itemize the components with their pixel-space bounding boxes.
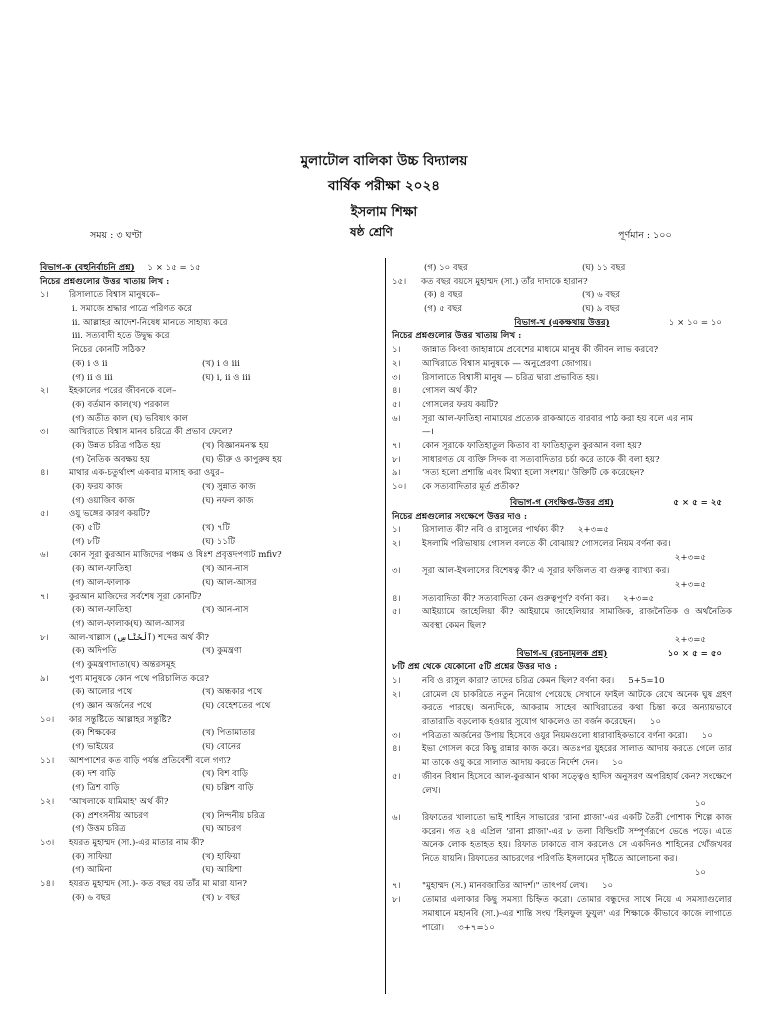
- option: (ক) সাফিয়া: [72, 851, 112, 862]
- option: (ক) i ও ii: [72, 358, 108, 369]
- option: (খ) ৮ বছর: [202, 892, 241, 903]
- question-item: [392, 730, 732, 744]
- question-item: [40, 673, 378, 687]
- question-text: ইসলামি পরিভাষায় গোসল বলতে কী বোঝায়? গোসলের নিয়ম বর্ণনা কর।: [422, 538, 671, 549]
- option: (ঘ) নফল কাজ: [202, 495, 254, 506]
- section-marks: ১ × ১০ = ১০: [668, 317, 722, 328]
- section-gha-heading: [392, 648, 732, 662]
- question-number: ১।: [392, 525, 401, 536]
- option: (খ) সুন্নাত কাজ: [202, 482, 256, 492]
- question-item: [40, 714, 378, 728]
- question-number: ১৫।: [392, 276, 407, 287]
- gha-question-list: [392, 675, 732, 935]
- question-number: ১।: [40, 290, 49, 301]
- question-marks: 5+5=10: [628, 675, 665, 686]
- section-marks: ১ × ১৫ = ১৫: [147, 263, 201, 273]
- question-number: ৬।: [392, 413, 401, 424]
- question-number: ১০।: [392, 482, 407, 493]
- question-item: [392, 467, 732, 481]
- question-marks: ২+৩=৫: [674, 580, 706, 591]
- question-text: রিসালাতে বিশ্বাস মানুষকে–: [69, 290, 160, 301]
- question-number: ৬।: [392, 812, 401, 823]
- options-row: [40, 604, 378, 618]
- option: (খ) আন-নাস: [202, 605, 249, 616]
- option: (গ) ১০ বছর: [424, 263, 468, 273]
- question-item: [40, 385, 378, 399]
- question-text: মাথার এক-চতুর্থাংশ একবার মাসাহ করা ওযুর–: [69, 468, 225, 479]
- question-item: [40, 878, 378, 892]
- question-text: 'আখলাকে যামিমাহ' অর্থ কী?: [69, 796, 169, 807]
- question-item: [40, 549, 378, 563]
- options-row: [40, 481, 378, 495]
- option: (খ) হাফিয়া: [202, 851, 241, 862]
- option: (খ) ৬ বছর: [582, 290, 621, 301]
- option: (গ) উত্তম চরিত্র: [72, 824, 126, 835]
- question-marks: ২+৩=৫: [674, 634, 706, 645]
- options-row: [40, 563, 378, 577]
- question-number: ১১।: [40, 755, 55, 766]
- question-marks: ১০: [601, 881, 614, 892]
- exam-time: সময় : ৩ ঘণ্টা: [90, 230, 143, 241]
- question-number: ৪।: [40, 468, 49, 479]
- question-marks: ২+৩=৫: [674, 552, 706, 563]
- question-number: ৮।: [392, 895, 401, 906]
- full-marks: পূর্ণমান : ১০০: [618, 230, 672, 241]
- options-row: [40, 659, 378, 673]
- option: (ক) ৬ বছর: [72, 892, 111, 903]
- option: (ক) শিক্ষকের: [72, 728, 117, 739]
- question-number: ২।: [392, 358, 401, 369]
- question-item: [392, 358, 732, 372]
- marks-row: [392, 798, 732, 812]
- question-text: সাধারণত যে ব্যক্তি সিদক বা সত্যবাদিতার চর্চা করে তাকে কী বলা হয়?: [422, 454, 660, 465]
- options-row: [40, 577, 378, 591]
- question-text: সত্যবাদিতা কী? সত্যবাদিতা কেন গুরুত্বপূর্ণ? বর্ণনা কর।: [422, 593, 610, 604]
- question-number: ৩।: [392, 566, 401, 577]
- section-marks: ৫ × ৫ = ২৫: [673, 497, 722, 508]
- question-number: ৪।: [392, 386, 401, 397]
- option: (ক) আলোর পথে: [72, 687, 133, 698]
- option: (গ) ii ও iii: [72, 372, 113, 383]
- option: (ঘ) ১১ বছর: [582, 263, 626, 273]
- options-row: [40, 522, 378, 536]
- question-number: ১০।: [40, 714, 55, 725]
- options-row: [40, 782, 378, 796]
- question-item: [392, 565, 732, 579]
- option: (খ) i ও iii: [202, 358, 240, 369]
- question-marks: ১০: [612, 758, 624, 769]
- question-text: হযরত মুহাম্মদ (সা.)-এর মাতার নাম কী?: [69, 837, 205, 848]
- question-item: [392, 812, 732, 867]
- question-text: —।: [422, 427, 434, 438]
- question-item: [392, 276, 732, 290]
- option: (গ) ত্রিশ বাড়ি: [72, 783, 120, 794]
- question-text: কে সত্যবাদিতার মূর্ত প্রতীক?: [422, 482, 520, 493]
- option: (গ) আমিনা: [72, 865, 112, 876]
- option: (খ) ৭টি: [202, 523, 230, 534]
- question-number: ৫।: [392, 607, 401, 618]
- question-number: ৭।: [392, 881, 401, 892]
- question-item: [392, 385, 732, 399]
- question-item: [392, 344, 732, 358]
- question-text: ওযু ভঙ্গের কারণ কয়টি?: [69, 509, 151, 520]
- question-text: গোসলের ফরয কয়টি?: [422, 399, 499, 410]
- question-number: ৬।: [40, 550, 49, 561]
- question-number: ৫।: [392, 771, 401, 782]
- question-text: কার সন্তুষ্টিতে আল্লাহর সন্তুষ্টি?: [69, 714, 172, 725]
- question-item: [40, 591, 378, 605]
- options-row: [40, 686, 378, 700]
- question-item: [392, 413, 732, 427]
- option: (ঘ) i, ii ও iii: [202, 372, 251, 383]
- options-row: [40, 454, 378, 468]
- options-row: [40, 495, 378, 509]
- question-number: ১২।: [40, 796, 55, 807]
- question-item: [40, 796, 378, 810]
- question-text: গোসল অর্থ কী?: [422, 386, 478, 397]
- question-item: [392, 454, 732, 468]
- question-item: [392, 689, 732, 730]
- question-text: আশপাশের কত বাড়ি পর্যন্ত প্রতিবেশী বলে গণ্য?: [69, 755, 231, 766]
- kha-question-list: [392, 344, 732, 495]
- column-divider: [385, 258, 386, 994]
- question-text: তোমার এলাকার কিছু সমস্যা চিহ্নিত করো। তোমার বন্ধুদের সাথে নিয়ে এ সমস্যাগুলোর সমাধানে মহানবি (সা.)-এর শান্তি সংঘ 'হিলফুল ফুযুল' এর শিক্ষাকে কীভাবে কাজে লাগাতে পারো।: [422, 895, 732, 933]
- option: (খ) নিন্দনীয় চরিত্র: [202, 810, 266, 821]
- options-row: [40, 399, 378, 413]
- question-text: কুরআন মাজিদের সর্বশেষ সূরা কোনটি?: [69, 591, 202, 602]
- option: (খ) আন-নাস: [202, 564, 249, 575]
- option: (ঘ) আচরণ: [202, 824, 242, 835]
- question-number: ৫।: [392, 399, 401, 410]
- options-row: [40, 700, 378, 714]
- question-number: ৭।: [40, 591, 49, 602]
- option: (ক) ৪ বছর: [424, 290, 463, 301]
- question-number: ৮।: [392, 454, 401, 465]
- section-kha-heading: [392, 317, 732, 331]
- section-instruction: নিচের প্রশ্নগুলোর উত্তর খাতায় লিখ :: [392, 331, 522, 342]
- question-number: ১।: [392, 345, 401, 356]
- option: (ক) উন্নত চরিত্র গঠিত হয়: [72, 440, 161, 451]
- option: (গ) ওয়াজিব কাজ: [72, 495, 135, 506]
- option: (গ) অতীত কাল (ঘ) ভবিষ্যৎ কাল: [72, 413, 189, 424]
- question-text: আল-খাল্লাস (ٱلْخَنَّاسِ) শব্দের অর্থ কী?: [69, 632, 210, 643]
- question-text: কত বছর বয়সে মুহাম্মদ (সা.) তাঁর দাদাকে হারান?: [421, 276, 588, 287]
- question-item: [392, 743, 732, 770]
- left-column: [40, 262, 378, 905]
- question-marks: ২+৩=৫: [623, 593, 655, 604]
- question-number: ১।: [392, 675, 401, 686]
- section-title: বিভাগ-খ (একক্ষথায় উত্তর): [514, 317, 610, 328]
- question-item: [40, 426, 378, 440]
- question-text: ইভা গোসল করে কিছু রান্নার কাজ করে। অতঃপর যুহরের সালাত আদায় করতে গেলে তার মা তাকে ওযু করে সালাত আদায় করতে নির্দেশ দেন।: [422, 744, 732, 769]
- question-text: জান্নাত কিংবা জাহান্নামে প্রবেশের মাধ্যমে মানুষ কী জীবন লাভ করবে?: [422, 345, 659, 356]
- question-item: [392, 771, 732, 798]
- question-text: রিসালাত কী? নবি ও রাসুলের পার্থক্য কী?: [422, 525, 564, 536]
- question-item: [392, 880, 732, 894]
- question-number: ১৩।: [40, 837, 55, 848]
- question-item: [392, 524, 732, 538]
- statement-ii: ii. আল্লাহর আদেশ-নিষেধ মানতে সাহায্য করে: [72, 317, 228, 328]
- section-instruction: ৮টি প্রশ্ন থেকে যেকোনো ৫টি প্রশ্নের উত্তর দাও :: [392, 662, 558, 673]
- section-title: বিভাগ-গ (সংক্ষিপ্ত-উত্তর প্রশ্ন): [510, 497, 614, 508]
- question-number: ৫।: [40, 509, 49, 520]
- options-row: [40, 618, 378, 632]
- section-ka-heading: [40, 262, 378, 276]
- question-number: ৯।: [40, 673, 49, 684]
- question-marks: ৩+৭=১০: [458, 922, 495, 933]
- question-text: সূরা আল-ফাতিহা নামাযের প্রত্যেক রাকআতে বারবার পাঠ করা হয় বলে এর নাম: [422, 413, 693, 424]
- question-number: ২।: [40, 386, 49, 397]
- question-text: রোমেল যে চাকরিতে নতুন নিয়োগ পেয়েছে সেখানে ফাইল আটকে রেখে অনেক ঘুষ গ্রহণ করতে পারছে। অন্যদিকে, আকরাম সাহেব আখিরাতের কথা চিন্তা করে অন্যায়ভাবে রাতারাতি বড়লোক হওয়ার সুযোগ থাকলেও তা বর্জন করেছেন।: [422, 689, 732, 727]
- option: (ঘ) আয়িশা: [202, 865, 242, 876]
- question-item: [392, 593, 732, 607]
- option: (ক) আল-ফাতিহা: [72, 564, 132, 575]
- question-text: 'সত্য হলো প্রশান্তি এবং মিথ্যা হলো সংশয়।' উক্তিটি কে করেছেন?: [422, 468, 645, 479]
- option: (ক) বর্তমান কাল(খ) পরকাল: [72, 399, 170, 410]
- question-item: [40, 508, 378, 522]
- question-text: আখিরাতে বিশ্বাস মানুষকে — অনুপ্রেরণা জোগায়।: [422, 358, 592, 369]
- right-column: [392, 262, 732, 935]
- option: (ঘ) ১১টি: [202, 536, 236, 547]
- question-text: আখিরাতে বিশ্বাস মানব চরিত্রে কী প্রভাব ফেলে?: [69, 427, 233, 438]
- option: (খ) কুমন্ত্রণা: [202, 646, 242, 657]
- question-item: [40, 837, 378, 851]
- question-item: [392, 606, 732, 633]
- option: (খ) বিজ্ঞানমনস্ক হয়: [202, 440, 269, 451]
- question-text: নবি ও রাসুল কারা? তাদের চরিত্র কেমন ছিল? বর্ণনা কর।: [422, 675, 615, 686]
- question-text: "মুহাম্মদ (স.) মানবজাতির আদর্শ।" তাৎপর্য লেখ।: [422, 881, 588, 892]
- statement-i: i. সমাজে শ্রদ্ধার পাত্রে পরিণত করে: [72, 304, 192, 315]
- option: (ঘ) ৯ বছর: [582, 304, 620, 315]
- question-number: ৩।: [392, 372, 401, 383]
- option: (গ) ভাইয়ের: [72, 742, 114, 753]
- class-name: ষষ্ঠ শ্রেণি: [350, 225, 393, 239]
- options-row: [40, 823, 378, 837]
- question-number: ১৪।: [40, 878, 55, 889]
- option: (খ) অন্ধকার পথে: [202, 687, 263, 698]
- question-marks: ২+৩=৫: [577, 525, 609, 536]
- ga-question-list: [392, 524, 732, 647]
- question-text: হযরত মুহাম্মদ (সা.)- কত বছর বয় তাঁর মা মারা যান?: [69, 878, 248, 889]
- options-row: [40, 440, 378, 454]
- question-item: [392, 538, 732, 552]
- options-row: [40, 864, 378, 878]
- option: (গ) ৫ বছর: [424, 304, 463, 315]
- option: (ক) দশ বাড়ি: [72, 769, 116, 780]
- question-item: [392, 481, 732, 495]
- option: (গ) জ্ঞান অর্জনের পথে: [72, 701, 152, 711]
- question-item: [40, 467, 378, 481]
- question-marks: ১০: [694, 867, 706, 878]
- option: (ক) অদিপতি: [72, 646, 117, 657]
- question-text: রিফাতের খালাতো ভাই শাহিন সাভারের 'রানা প্লাজা'-এর একটি তৈরী পোশাক শিল্পে কাজ করেন। গত ২৪ এপ্রিল 'রানা প্লাজা'-এর ৮ তলা বিল্ডিংটি সম্পূর্ণরূপে ভেঙে পড়ে। এতে অনেক লোক হতাহত হয়। রিফাত ঢাকাতে বাস করলেও সে একদিনও শাহিনের খোঁজখবর নিতে যায়নি। রিফাতের আচরণের পরিণতি ইসলামের দৃষ্টিতে আলোচনা কর।: [422, 812, 732, 865]
- question-text: আইয়্যামে জাহেলিয়া কী? আইয়ামে জাহেলিয়ার সামাজিক, রাজনৈতিক ও অর্থনৈতিক অবস্থা কেমন ছিল?: [422, 607, 732, 632]
- question-item: [40, 755, 378, 769]
- options-row: [40, 741, 378, 755]
- question-marks: ১০: [694, 799, 706, 810]
- options-row: [40, 810, 378, 824]
- options-row: [40, 536, 378, 550]
- question-item: [392, 440, 732, 454]
- school-name: মুলাটোল বালিকা উচ্চ বিদ্যালয়: [300, 153, 468, 169]
- question-text: জীবন বিধান হিসেবে আল-কুরআন থাকা সত্ত্বেও হাদিস অনুসরণ অপরিহার্য কেন? সংক্ষেপে লেখ।: [422, 771, 732, 796]
- option: (ঘ) চল্লিশ বাড়ি: [202, 783, 254, 794]
- options-row: [392, 262, 732, 276]
- section-ga-heading: [392, 497, 732, 511]
- marks-row: [392, 579, 732, 593]
- option: (গ) নৈতিক অবক্ষয় হয়: [72, 454, 150, 465]
- question-text: সূরা আল-ইখলাসের বিশেষত্ব কী? এ সূরার ফজিলত বা গুরুত্ব ব্যাখ্যা কর।: [422, 566, 670, 577]
- question-number: ২।: [392, 689, 401, 700]
- question-number: ৪।: [392, 744, 401, 755]
- marks-row: [392, 867, 732, 881]
- question-text: রিসালাতে বিশ্বাসী মানুষ — চরিত্র দ্বারা প্রভাবিত হয়।: [422, 372, 599, 383]
- question-number: ২।: [392, 538, 401, 549]
- option: (ক) প্রশংসনীয় আচরণ: [72, 810, 149, 821]
- question-number: ৩।: [40, 427, 49, 438]
- option: (গ) কুমন্ত্রণাদাতা(ঘ) অন্তরসমূহ: [72, 659, 176, 670]
- question-number: ৪।: [392, 593, 401, 604]
- options-row: [40, 413, 378, 427]
- subject-title: ইসলাম শিক্ষা: [350, 205, 418, 220]
- options-row: [40, 372, 378, 386]
- option: (গ) আল-ফালাক: [72, 577, 131, 588]
- question-item: [392, 426, 732, 440]
- option: (ক) ৫টি: [72, 523, 101, 534]
- question-item: [40, 632, 378, 646]
- options-row: [40, 892, 378, 906]
- question-text: কোন সূরাকে ফাতিহাতুল কিতাব বা ফাতিহাতুল কুরআন বলা হয়?: [422, 441, 642, 452]
- options-row: [392, 303, 732, 317]
- options-row: [40, 768, 378, 782]
- marks-row: [392, 552, 732, 566]
- question-text: পুণ্য মানুষকে কোন পথে পরিচালিত করে?: [69, 673, 210, 684]
- section-instruction: নিচের প্রশ্নগুলোর সংক্ষেপে উত্তর দাও :: [392, 511, 528, 522]
- options-row: [392, 289, 732, 303]
- option: (ক) আল-ফাতিহা: [72, 605, 132, 616]
- question-text: কোন সূরা কুরআন মাজিদের পঞ্চম ও ষিঃশ প্রবৃত্তদপণ্যট mfiv?: [69, 550, 282, 561]
- question-number: ৮।: [40, 632, 49, 643]
- question-prompt: নিচের কোনটি সঠিক?: [72, 345, 146, 356]
- question-text: পবিত্রতা অর্জনের উপায় হিসেবে ওযুর নিয়মগুলো ধারাবাহিকভাবে বর্ণনা করো।: [422, 730, 688, 741]
- question-item: [392, 675, 732, 689]
- option: (খ) বিশ বাড়ি: [202, 769, 249, 780]
- option: (খ) পিতামাতার: [202, 728, 256, 739]
- question-item: [392, 399, 732, 413]
- option: (গ) আল-ফালাক(ঘ) আল-আসর: [72, 618, 185, 629]
- options-row: [40, 727, 378, 741]
- options-row: [40, 851, 378, 865]
- section-title: বিভাগ-ঘ (রচনামূলক প্রশ্ন): [516, 648, 608, 659]
- option: (ক) ফরয কাজ: [72, 482, 123, 492]
- section-instruction: নিচের প্রশ্নগুলোর উত্তর খাতায় লিখ :: [40, 276, 170, 287]
- statement-iii: iii. সত্যবাদী হতে উদ্বুদ্ধ করে: [72, 331, 170, 342]
- question-marks: ১০: [649, 717, 662, 727]
- exam-title: বার্ষিক পরীক্ষা ২০২৪: [328, 178, 440, 194]
- question-number: ৯।: [392, 468, 401, 479]
- section-marks: ১০ × ৫ = ৫০: [667, 648, 722, 659]
- question-item: [392, 894, 732, 935]
- option: (ঘ) আল-আসর: [202, 577, 257, 588]
- marks-row: [392, 634, 732, 648]
- question-item: [392, 372, 732, 386]
- option: (গ) ৮টি: [72, 536, 100, 547]
- options-row: [40, 645, 378, 659]
- question-item: [40, 289, 378, 303]
- options-row: [40, 358, 378, 372]
- question-text: ইহকালের পরের জীবনকে বলে–: [69, 386, 177, 397]
- option: (ঘ) বোনের: [202, 742, 241, 753]
- section-title: বিভাগ-ক (বহুনির্বাচনি প্রশ্ন): [40, 263, 135, 273]
- option: (ঘ) ভীরু ও কাপুরুষ হয়: [202, 454, 282, 465]
- question-number: ৭।: [392, 441, 401, 452]
- question-marks: ১০: [701, 730, 713, 741]
- option: (ঘ) বেহেশতের পথে: [202, 701, 271, 711]
- question-number: ৩।: [392, 730, 401, 741]
